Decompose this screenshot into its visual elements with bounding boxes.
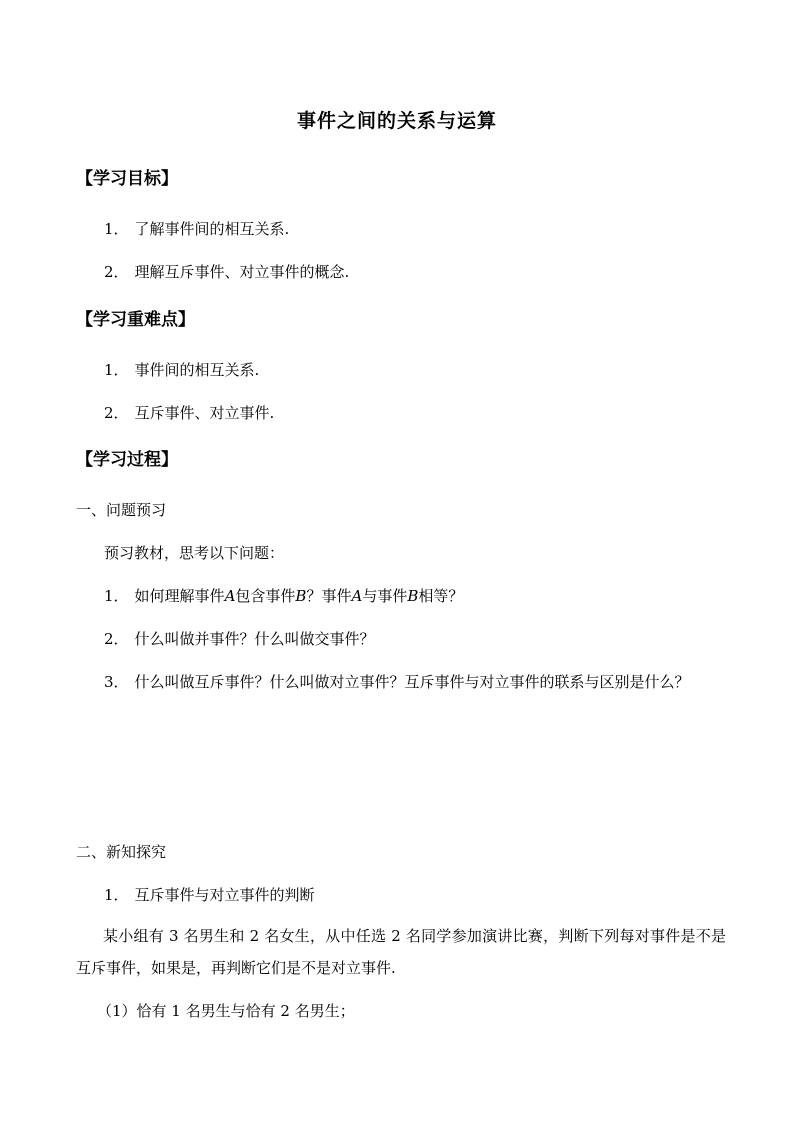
list-item — [104, 402, 274, 423]
case-1: （1）恰有 1 名男生与恰有 2 名男生； — [97, 1002, 355, 1020]
list-item — [104, 218, 289, 239]
question-text: 与事件 — [362, 587, 408, 605]
problem-paragraph: 某小组有 3 名男生和 2 名女生，从中任选 2 名同学参加演讲比赛，判断下列每对事件是不是互斥事件，如果是，再判断它们是不是对立事件. — [76, 927, 726, 977]
question-text: 如何理解事件 — [134, 587, 225, 605]
question-3 — [104, 671, 690, 692]
item-number: 2． — [104, 263, 129, 281]
item-number: 2． — [104, 404, 129, 422]
item-number: 1． — [104, 220, 129, 238]
item-text: 理解互斥事件、对立事件的概念. — [134, 263, 350, 281]
list-item — [104, 261, 349, 282]
variable-b: B — [295, 587, 307, 605]
section-heading-goals: 【学习目标】 — [76, 169, 178, 189]
section-heading-key-points: 【学习重难点】 — [76, 310, 195, 330]
item-number: 1． — [104, 886, 129, 904]
question-text: 什么叫做互斥事件？什么叫做对立事件？互斥事件与对立事件的联系与区别是什么？ — [134, 673, 690, 691]
part-title-explore: 二、新知探究 — [76, 843, 167, 861]
question-1 — [104, 585, 463, 606]
subsection-title — [104, 884, 315, 905]
page-title: 事件之间的关系与运算 — [296, 110, 497, 132]
question-text: 相等？ — [418, 587, 464, 605]
item-number: 2． — [104, 630, 129, 648]
question-text: 什么叫做并事件？什么叫做交事件？ — [134, 630, 375, 648]
item-number: 1． — [104, 587, 129, 605]
list-item — [104, 359, 259, 380]
variable-a: A — [224, 587, 236, 605]
item-text: 互斥事件、对立事件. — [134, 404, 275, 422]
item-number: 1． — [104, 361, 129, 379]
item-text: 事件间的相互关系. — [134, 361, 260, 379]
question-text: 包含事件 — [235, 587, 296, 605]
item-text: 了解事件间的相互关系. — [134, 220, 290, 238]
subsection-text: 互斥事件与对立事件的判断 — [134, 886, 315, 904]
question-2 — [104, 628, 375, 649]
preview-intro: 预习教材，思考以下问题： — [104, 544, 285, 562]
part-title-preview: 一、问题预习 — [76, 501, 167, 519]
variable-a: A — [351, 587, 363, 605]
variable-b: B — [407, 587, 419, 605]
section-heading-process: 【学习过程】 — [76, 450, 178, 470]
item-number: 3． — [104, 673, 129, 691]
question-text: ？事件 — [306, 587, 352, 605]
